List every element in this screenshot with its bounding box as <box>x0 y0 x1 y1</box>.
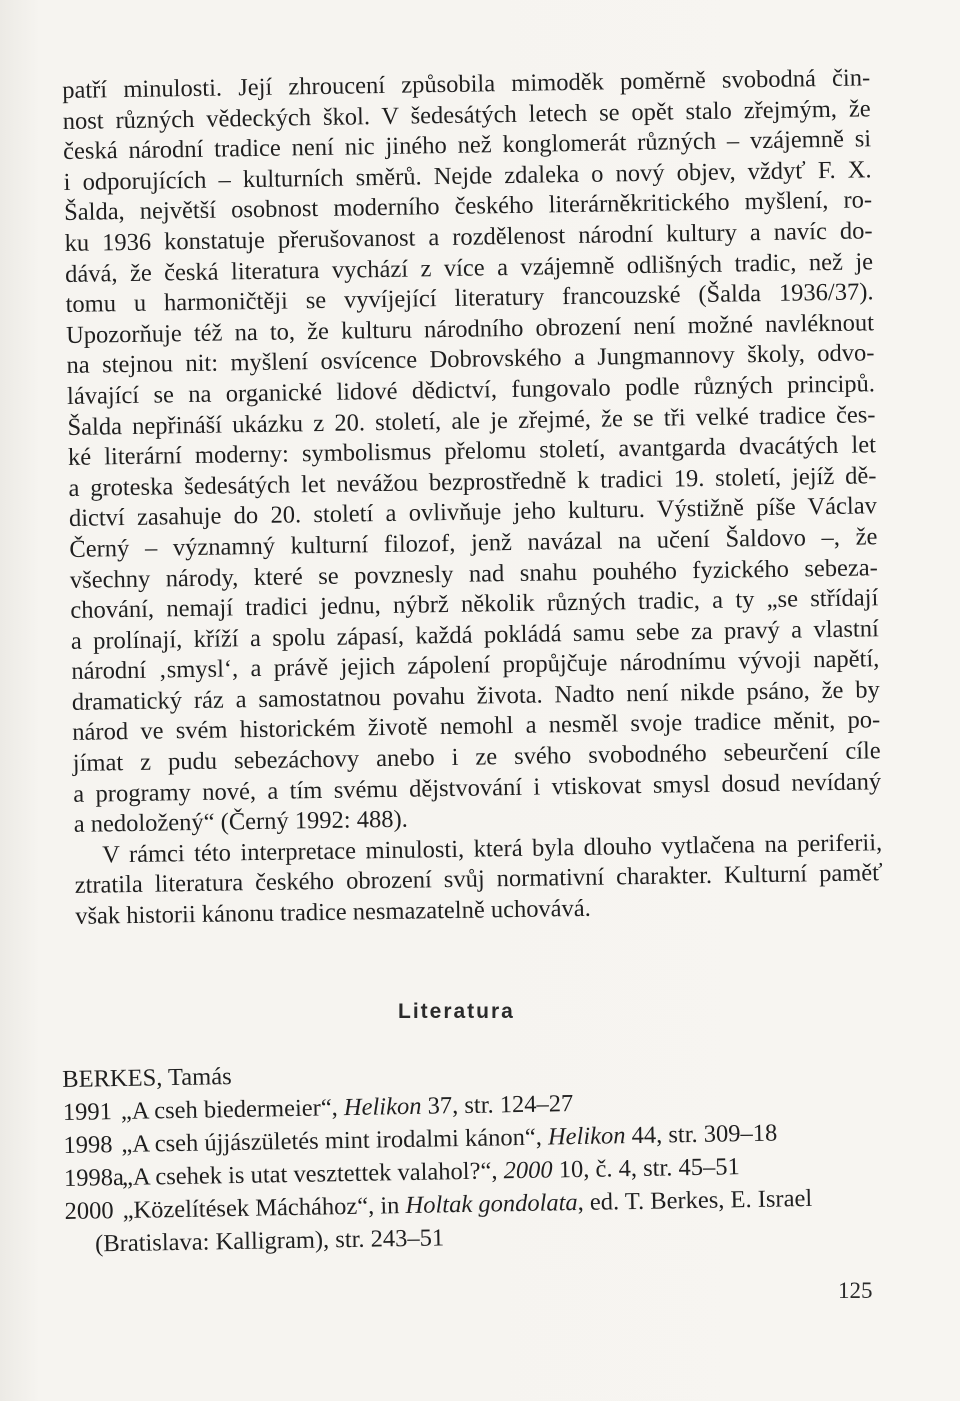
entry-year: 2000 <box>64 1197 114 1225</box>
entry-title: „Közelítések Máchához“, in <box>122 1192 406 1224</box>
page-number: 125 <box>838 1278 873 1303</box>
text-line: chování, nemají tradici jednu, nýbrž několik různých tradic, a ty „se střídají <box>70 584 879 625</box>
text-line: národ ve svém historickém životě nemohl a nesměl svoje tradice měnit, po- <box>72 706 881 747</box>
bibliography-entry <box>64 1181 885 1261</box>
text-line: Šalda nepřináší ukázku z 20. století, ale je zřejmé, že se tři velké tradice čes- <box>67 400 876 441</box>
text-line: a groteska šedesátých let nevážou bezprostředně k tradici 19. století, jejíž dě- <box>68 461 877 502</box>
text-line: ku 1936 konstatuje přerušovanost a rozdělenost národní kultury a navíc do- <box>64 217 873 257</box>
entry-journal: Helikon <box>343 1092 422 1122</box>
entry-details: 44, str. 309–18 <box>625 1119 778 1150</box>
text-line: všechny národy, které se povznesly nad snahu pouhého fyzického sebeza- <box>69 553 879 594</box>
text-line: i odporujících – kulturních směrů. Nejde zdaleka o nový objev, vždyť F. X. <box>63 156 872 196</box>
text-line: na stejnou nit: myšlení osvícence Dobrovského a Jungmannovy školy, odvo- <box>66 339 875 380</box>
text-line: Černý – významný kulturní filozof, jenž navázal na učení Šaldovo –, že <box>69 523 878 563</box>
text-line: patří minulosti. Její zhroucení způsobila mimoděk poměrně svobodná čin- <box>62 64 871 104</box>
text-line: česká národní tradice není nic jiného než konglomerát různých – vzájemně si <box>62 125 872 166</box>
text-line: dictví zasahuje do 20. století a ovlivňuje jeho kulturu. Výstižně píše Václav <box>68 492 878 533</box>
text-line: dává, že česká literatura vychází z více a vzájemně odlišných tradic, než je <box>64 247 874 288</box>
section-heading: Literatura <box>398 1000 515 1023</box>
bibliography-author: BERKES, Tamás <box>62 1063 232 1093</box>
text-line: lávající se na organické lidové dědictví, fungovalo podle různých principů. <box>66 370 876 410</box>
text-line: ké literární moderny: symbolismus přelomu století, avantgarda dvacátých let <box>67 431 877 472</box>
entry-title: „A cseh biedermeier“, <box>120 1094 345 1125</box>
entry-details: 10, č. 4, str. 45–51 <box>552 1153 740 1184</box>
text-line: Šalda, největší osobnost moderního českého literárněkritického myšlení, ro- <box>63 186 873 227</box>
entry-journal: 2000 <box>503 1156 553 1185</box>
entry-year: 1998 <box>63 1131 113 1159</box>
bibliography <box>62 1049 885 1261</box>
text-line: a nedoložený“ (Černý 1992: 488). <box>73 805 408 839</box>
text-line: nost různých vědeckých škol. V šedesátých letech se opět stalo zřejmým, že <box>62 94 871 135</box>
entry-details: 37, str. 124–27 <box>421 1090 574 1120</box>
text-line: V rámci této interpretace minulosti, která byla dlouho vytlačena na periferii, <box>102 829 883 869</box>
text-line: Upozorňuje též na to, že kulturu národního obrození není možné navléknout <box>65 309 875 349</box>
entry-year: 1991 <box>62 1098 113 1126</box>
entry-journal: Holtak gondolata <box>405 1189 578 1220</box>
entry-title: „A csehek is utat vesztettek valahol?“, <box>121 1157 504 1191</box>
entry-year: 1998a <box>63 1163 125 1192</box>
text-line: jímat z pudu sebezáchovy anebo i ze svého svobodného sebeurčení cíle <box>72 737 881 777</box>
body-paragraphs <box>62 63 883 932</box>
text-line: tomu u harmoničtěji se vyvíjející literatury francouzské (Šalda 1936/37). <box>65 278 874 319</box>
entry-journal: Helikon <box>547 1122 626 1151</box>
entry-title: „A cseh újjászületés mint irodalmi kánon“, <box>121 1123 549 1158</box>
text-line: dramatický ráz a samostatnou povahu života. Nadto není nikde psáno, že by <box>71 676 880 716</box>
text-line: národní ‚smysl‘, a právě jejich zápolení propůjčuje národnímu vývoji napětí, <box>71 645 880 686</box>
text-line: ztratila literatura českého obrození svůj normativní charakter. Kulturní paměť <box>74 859 883 900</box>
text-line: a prolínají, kříží a spolu zápasí, každá pokládá samu sebe za pravý a vlastní <box>70 614 879 655</box>
text-line: však historii kánonu tradice nesmazatelně uchovává. <box>74 894 592 930</box>
entry-continuation: (Bratislava: Kalligram), str. 243–51 <box>94 1224 445 1258</box>
entry-details: , ed. T. Berkes, E. Israel <box>577 1184 813 1217</box>
text-line: a programy nové, a tím svému dějstvování i vtiskovat smysl dosud nevídaný <box>73 767 882 808</box>
